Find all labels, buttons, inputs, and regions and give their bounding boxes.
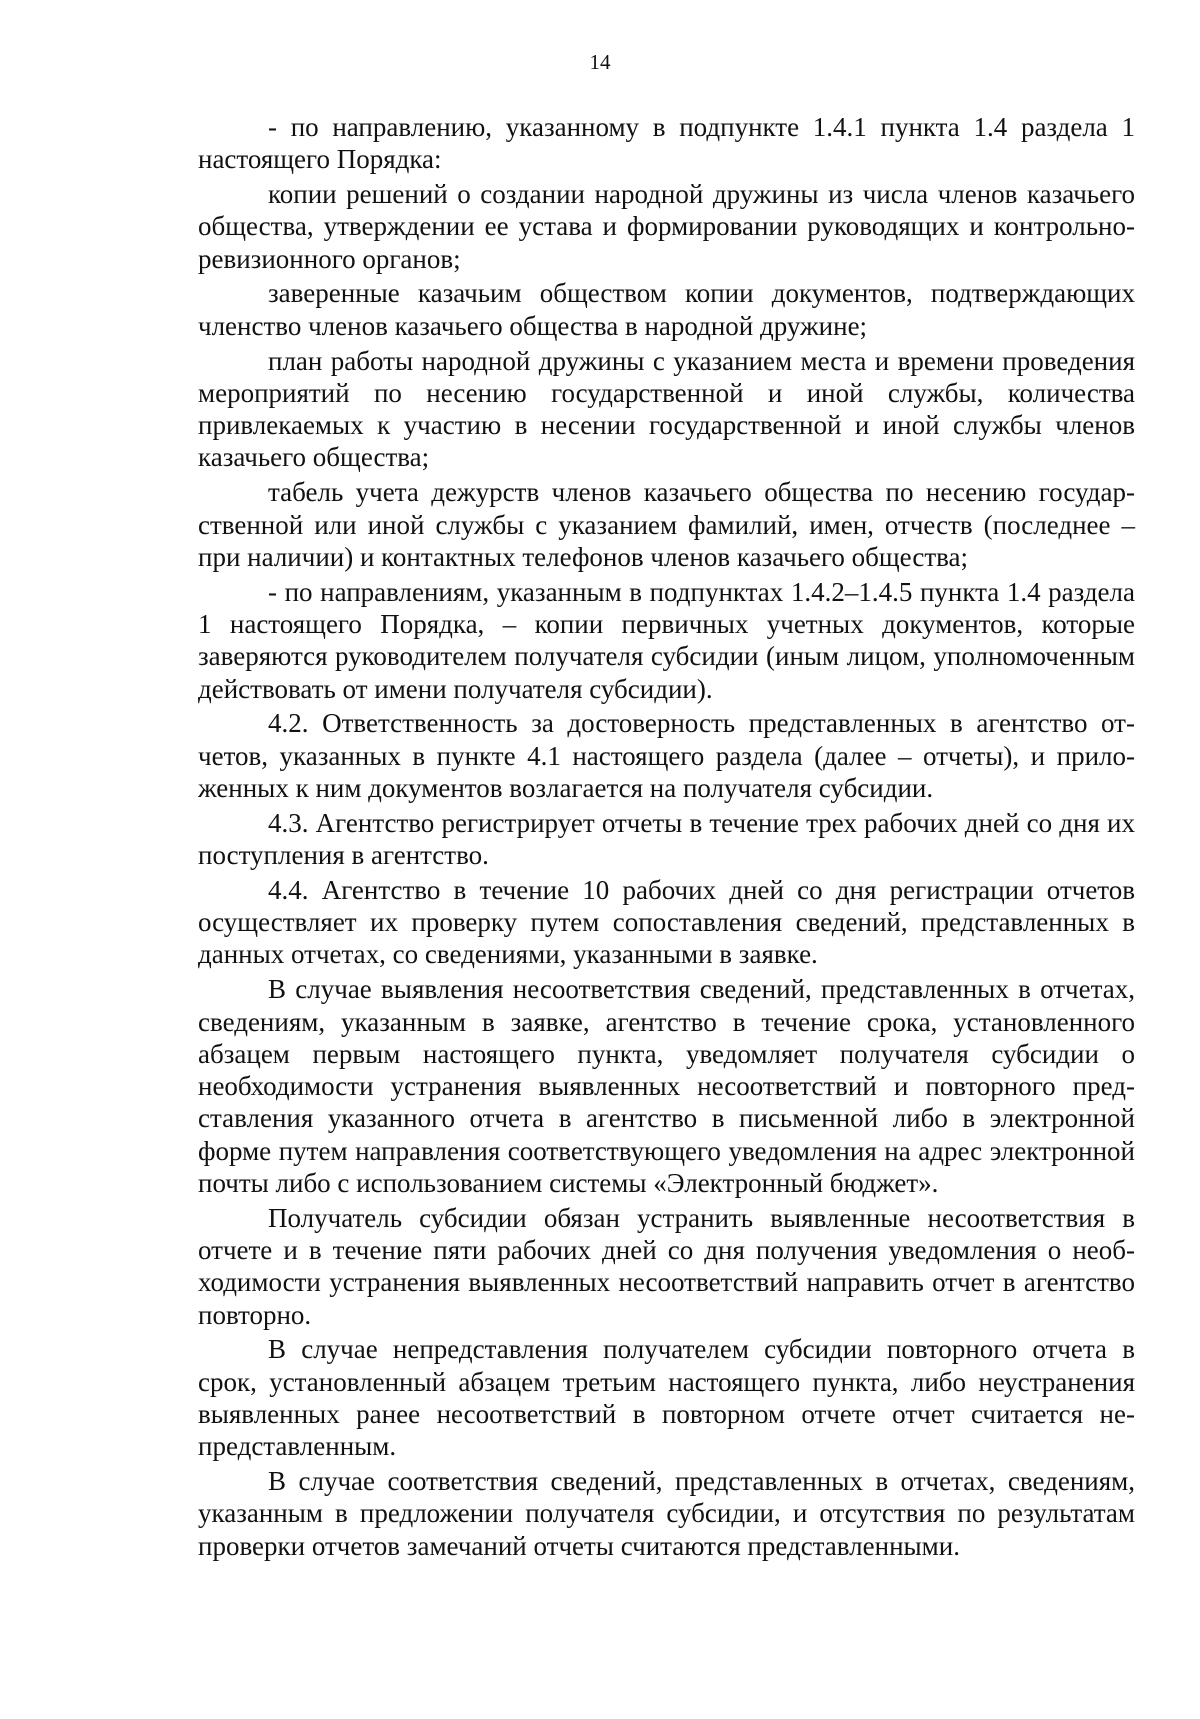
page-number: 14: [589, 50, 611, 74]
paragraph: В случае непредставления получателем субсидии повторного отчета в срок, установленный абзацем третьим настоящего пункта, либо неустранения выявленных ранее несоответствий в повторном отчете отчет считается непредставленным.: [198, 1334, 1135, 1462]
paragraph: 4.3. Агентство регистрирует отчеты в течение трех рабочих дней со дня их поступления в агентство.: [198, 807, 1135, 871]
document-body: [198, 111, 1135, 1565]
paragraph: 4.4. Агентство в течение 10 рабочих дней со дня регистрации отчетов осуществляет их проверку путем сопоставления сведений, представленных в данных отчетах, со сведениями, указанными в заявке.: [198, 874, 1135, 970]
paragraph: копии решений о создании народной дружины из числа членов казачьего общества, утверждении ее устава и формировании руководящих и контрольно-ревизионного органов;: [198, 179, 1135, 274]
paragraph: В случае выявления несоответствия сведений, представленных в отчетах, сведениям, указанным в заявке, агентство в течение срока, установленного абзацем первым настоящего пункта, уведомляет получателя субсидии о необходимости устранения выявленных несоответствий и повторного представления указанного отчета в агентство в письменной либо в электронной форме путем направления соответствующего уведомления на адрес электронной почты либо с использованием системы «Электронный бюджет».: [198, 974, 1135, 1198]
paragraph: В случае соответствия сведений, представленных в отчетах, сведениям, указанным в предложении получателя субсидии, и отсутствия по результатам проверки отчетов замечаний отчеты считаются представленными.: [198, 1466, 1135, 1561]
paragraph: 4.2. Ответственность за достоверность представленных в агентство отчетов, указанных в пункте 4.1 настоящего раздела (далее – отчеты), и приложенных к ним документов возлагается на получателя субсидии.: [198, 708, 1135, 803]
paragraph: - по направлениям, указанным в подпунктах 1.4.2–1.4.5 пункта 1.4 раздела 1 настоящего Порядка, – копии первичных учетных документов, которые заверяются руководителем получателя субсидии (иным лицом, уполномоченным действовать от имени получателя субсидии).: [198, 576, 1135, 704]
paragraph: заверенные казачьим обществом копии документов, подтверждающих членство членов казачьего общества в народной дружине;: [198, 278, 1135, 341]
paragraph: - по направлению, указанному в подпункте 1.4.1 пункта 1.4 раздела 1 настоящего Порядка:: [198, 112, 1135, 175]
paragraph: план работы народной дружины с указанием места и времени проведения мероприятий по несению государственной и иной службы, количества привлекаемых к участию в несении государственной и иной службы членов казачьего общества;: [198, 345, 1135, 473]
paragraph: табель учета дежурств членов казачьего общества по несению государственной или иной службы с указанием фамилий, имен, отчеств (последнее – при наличии) и контактных телефонов членов казачьего общества;: [198, 477, 1135, 572]
paragraph: Получатель субсидии обязан устранить выявленные несоответствия в отчете и в течение пяти рабочих дней со дня получения уведомления о необходимости устранения выявленных несоответствий направить отчет в агентство повторно.: [198, 1202, 1135, 1330]
